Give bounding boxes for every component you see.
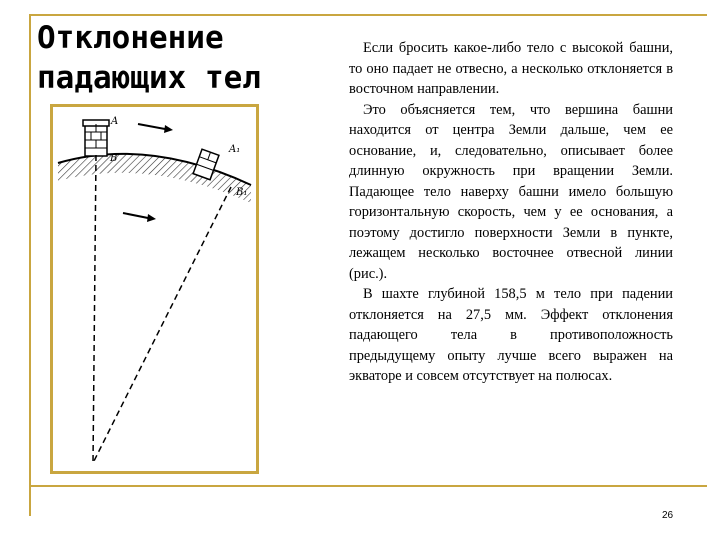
bottom-accent-line — [29, 485, 707, 487]
label-b: B — [110, 153, 118, 164]
title-line-2: падающих тел — [37, 60, 261, 96]
page-number: 26 — [662, 510, 674, 521]
body-text — [349, 38, 673, 387]
label-a1: A₁ — [229, 144, 241, 155]
left-accent-line — [29, 14, 31, 516]
title-line-1: Отклонение — [37, 20, 224, 56]
ground-hatching — [58, 154, 251, 203]
tower-deflection-figure — [50, 104, 259, 474]
top-accent-line — [29, 14, 707, 16]
label-b1: B₁ — [236, 187, 248, 198]
paragraph-2: Это объясняется тем, что вершина башни находится от центра Земли дальше, чем ее основание, и, следовательно, описывает более длинную окружность при вращении Земли. Падающее тело наверху башни имело большую горизонтальную скорость, чем у ее основания, а поэтому достигло поверхности Земли в пункте, лежащем несколько восточнее отвесной линии (рис.). — [349, 101, 673, 282]
figure-drawing — [53, 107, 256, 471]
paragraph-1: Если бросить какое-либо тело с высокой башни, то оно падает не отвесно, а несколько отклоняется в восточном направлении. — [349, 40, 673, 97]
rotation-arrow-bottom — [123, 213, 156, 222]
rotation-arrow-top — [138, 124, 173, 133]
paragraph-3: В шахте глубиной 158,5 м тело при падении отклоняется на 27,5 мм. Эффект отклонения падающего тела в противоположность предыдущему опыту лучше всего выражен на экваторе и совсем отсутствует на полюсах. — [349, 286, 673, 384]
slide-title — [37, 18, 317, 98]
label-a: A — [111, 116, 119, 127]
radius-line-left — [93, 155, 96, 463]
radius-line-right — [93, 187, 231, 463]
tower-vertical — [83, 120, 109, 156]
